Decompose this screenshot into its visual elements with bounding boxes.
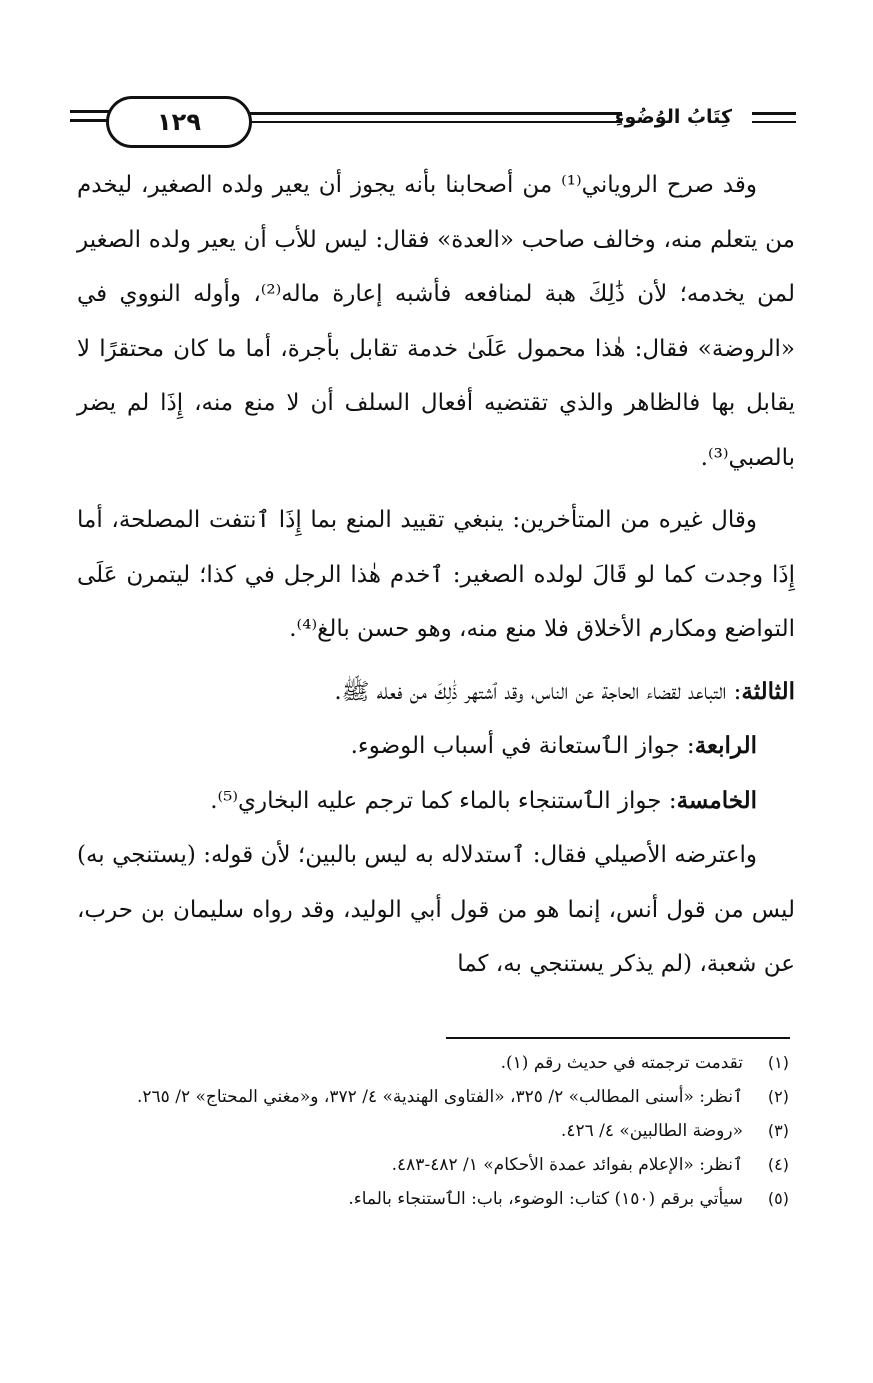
header-rule-right-top [752, 112, 796, 115]
header-rule-right-bottom [752, 121, 796, 123]
paragraph-text: وقد صرح الروياني⁽¹⁾ من أصحابنا بأنه يجوز أن يعير ولده الصغير، ليخدم من يتعلم منه، وخالف صاحب «العدة» فقال: ليس للأب أن يعير ولده الصغير لمن يخدمه؛ لأن ذَٰلِكَ هبة لمنافعه فأشبه إعارة ماله⁽²⁾، وأوله النووي في «الروضة» فقال: هٰذا محمول عَلَىٰ خدمة تقابل بأجرة، أما ما كان محتقرًا لا يقابل بها فالظاهر والذي تقتضيه أفعال السلف أن لا منع منه، إِذَا لم يضر بالصبي⁽³⁾. [77, 172, 795, 471]
footnote-number: (٤) [767, 1155, 789, 1174]
footnote [77, 1046, 789, 1080]
footnote-number: (٣) [767, 1121, 789, 1140]
footnote-text: ٱنظر: «الإعلام بفوائد عمدة الأحكام» ١/ ٤٨٢-٤٨٣. [391, 1155, 743, 1175]
paragraph-lead: الخامسة [676, 786, 757, 814]
paragraph [77, 719, 795, 774]
header-rule-middle-top [240, 112, 622, 115]
footnote-separator [446, 1037, 790, 1039]
footnote [77, 1148, 789, 1182]
paragraph [77, 158, 795, 485]
footnote-number: (١) [767, 1053, 789, 1072]
footnote-number: (٥) [767, 1189, 789, 1208]
main-text [77, 158, 795, 992]
paragraph-text: واعترضه الأصيلي فقال: ٱستدلاله به ليس بالبين؛ لأن قوله: (يستنجي به) ليس من قول أنس، إنما هو من قول أبي الوليد، وقد رواه سليمان بن حرب، عن شعبة، (لم يذكر يستنجي به، كما [77, 842, 795, 977]
footnote-text: ٱنظر: «أسنى المطالب» ٢/ ٣٢٥، «الفتاوى الهندية» ٤/ ٣٧٢، و«مغني المحتاج» ٢/ ٢٦٥. [136, 1087, 743, 1107]
footnote-text: تقدمت ترجمته في حديث رقم (١). [500, 1053, 743, 1073]
footnotes [77, 1046, 789, 1216]
header-rule-middle-bottom [240, 121, 622, 123]
paragraph [77, 493, 795, 657]
paragraph-text: وقال غيره من المتأخرين: ينبغي تقييد المنع بما إِذَا ٱنتفت المصلحة، أما إِذَا وجدت كما لو قَالَ لولده الصغير: ٱخدم هٰذا الرجل في كذا؛ ليتمرن عَلَى التواضع ومكارم الأخلاق فلا منع منه، وهو حسن بالغ⁽⁴⁾. [77, 507, 795, 642]
running-title: كِتَابُ الوُضُوءِ [614, 106, 732, 128]
paragraph-text: : جواز الٱستنجاء بالماء كما ترجم عليه البخاري⁽⁵⁾. [210, 787, 677, 814]
footnote [77, 1182, 789, 1216]
paragraph [77, 828, 795, 992]
paragraph-text: : جواز الٱستعانة في أسباب الوضوء. [350, 733, 695, 759]
footnote-text: سيأتي برقم (١٥٠) كتاب: الوضوء، باب: الٱستنجاء بالماء. [348, 1189, 743, 1209]
paragraph-lead: الثالثة [741, 677, 795, 705]
paragraph-text: : التباعد لقضاء الحاجة عن الناس، وقد ٱشتهر ذَٰلِكَ من فعله ﷺ. [334, 678, 742, 705]
footnote [77, 1080, 789, 1114]
page-number: ١٢٩ [106, 96, 252, 148]
paragraph [77, 665, 795, 720]
footnote-number: (٢) [767, 1087, 789, 1106]
footnote-text: «روضة الطالبين» ٤/ ٤٢٦. [560, 1121, 743, 1141]
paragraph-lead: الرابعة [694, 732, 757, 759]
footnote [77, 1114, 789, 1148]
page-header [70, 88, 796, 158]
paragraph [77, 774, 795, 829]
